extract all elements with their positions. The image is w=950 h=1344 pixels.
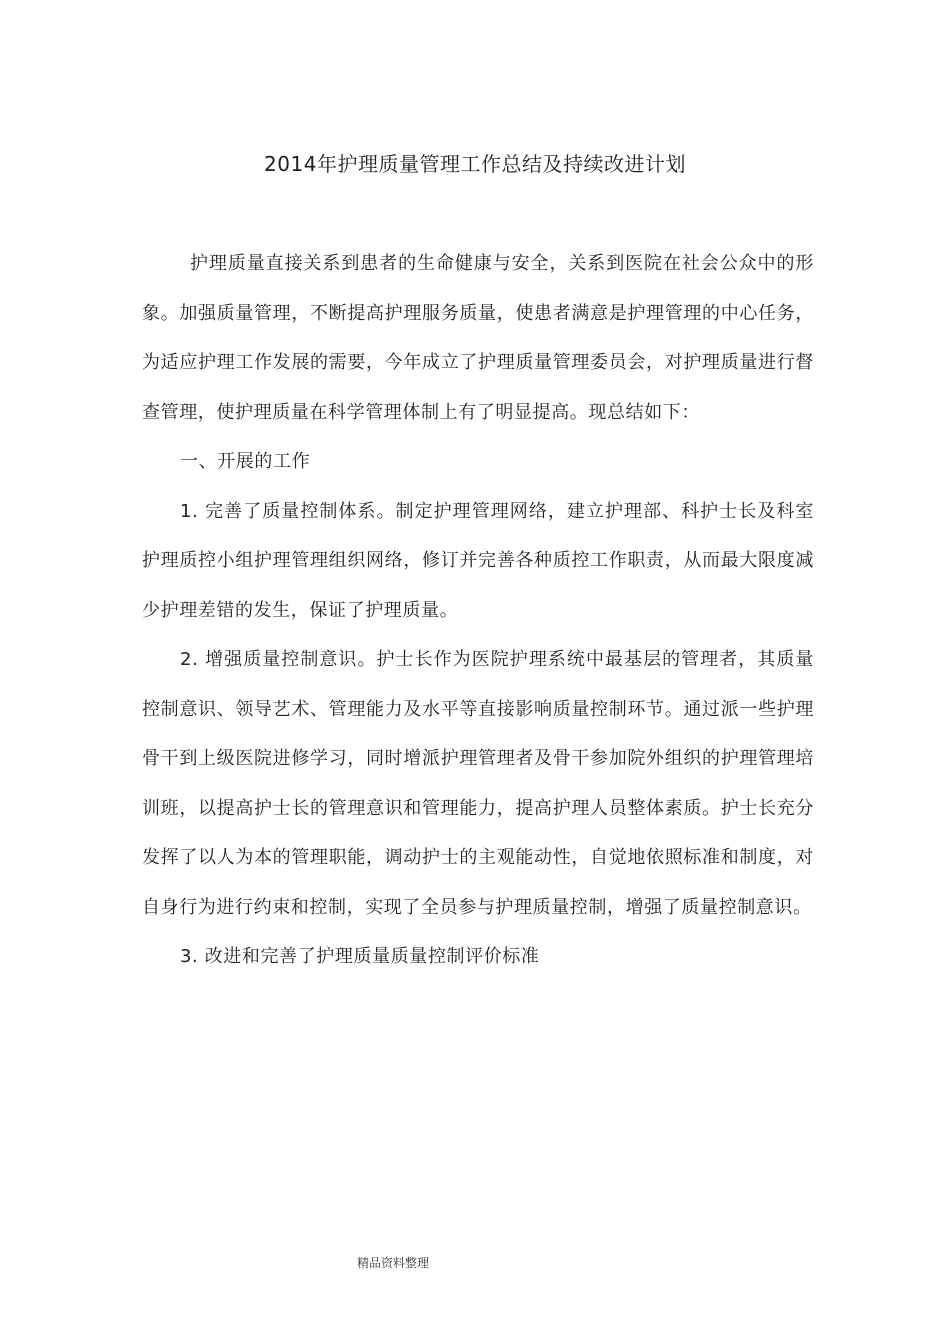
- document-body: [142, 239, 814, 982]
- list-item: 2. 增强质量控制意识。护士长作为医院护理系统中最基层的管理者，其质量控制意识、领导艺术、管理能力及水平等直接影响质量控制环节。通过派一些护理骨干到上级医院进修学习，同时增派护理管理者及骨干参加院外组织的护理管理培训班，以提高护士长的管理意识和管理能力，提高护理人员整体素质。护士长充分发挥了以人为本的管理职能，调动护士的主观能动性，自觉地依照标准和制度，对自身行为进行约束和控制，实现了全员参与护理质量控制，增强了质量控制意识。: [142, 649, 814, 918]
- page-footer: 精品资料整理: [357, 1256, 430, 1270]
- document-title: 2014年护理质量管理工作总结及持续改进计划: [264, 152, 686, 176]
- section-heading: 一、开展的工作: [180, 451, 311, 472]
- list-item: 1. 完善了质量控制体系。制定护理管理网络，建立护理部、科护士长及科室护理质控小组护理管理组织网络，修订并完善各种质控工作职责，从而最大限度减少护理差错的发生，保证了护理质量。: [142, 500, 814, 621]
- list-item: 3. 改进和完善了护理质量质量控制评价标准: [180, 946, 540, 967]
- intro-paragraph: 护理质量直接关系到患者的生命健康与安全，关系到医院在社会公众中的形象。加强质量管理，不断提高护理服务质量，使患者满意是护理管理的中心任务，为适应护理工作发展的需要，今年成立了护理质量管理委员会，对护理质量进行督查管理，使护理质量在科学管理体制上有了明显提高。现总结如下：: [142, 253, 814, 423]
